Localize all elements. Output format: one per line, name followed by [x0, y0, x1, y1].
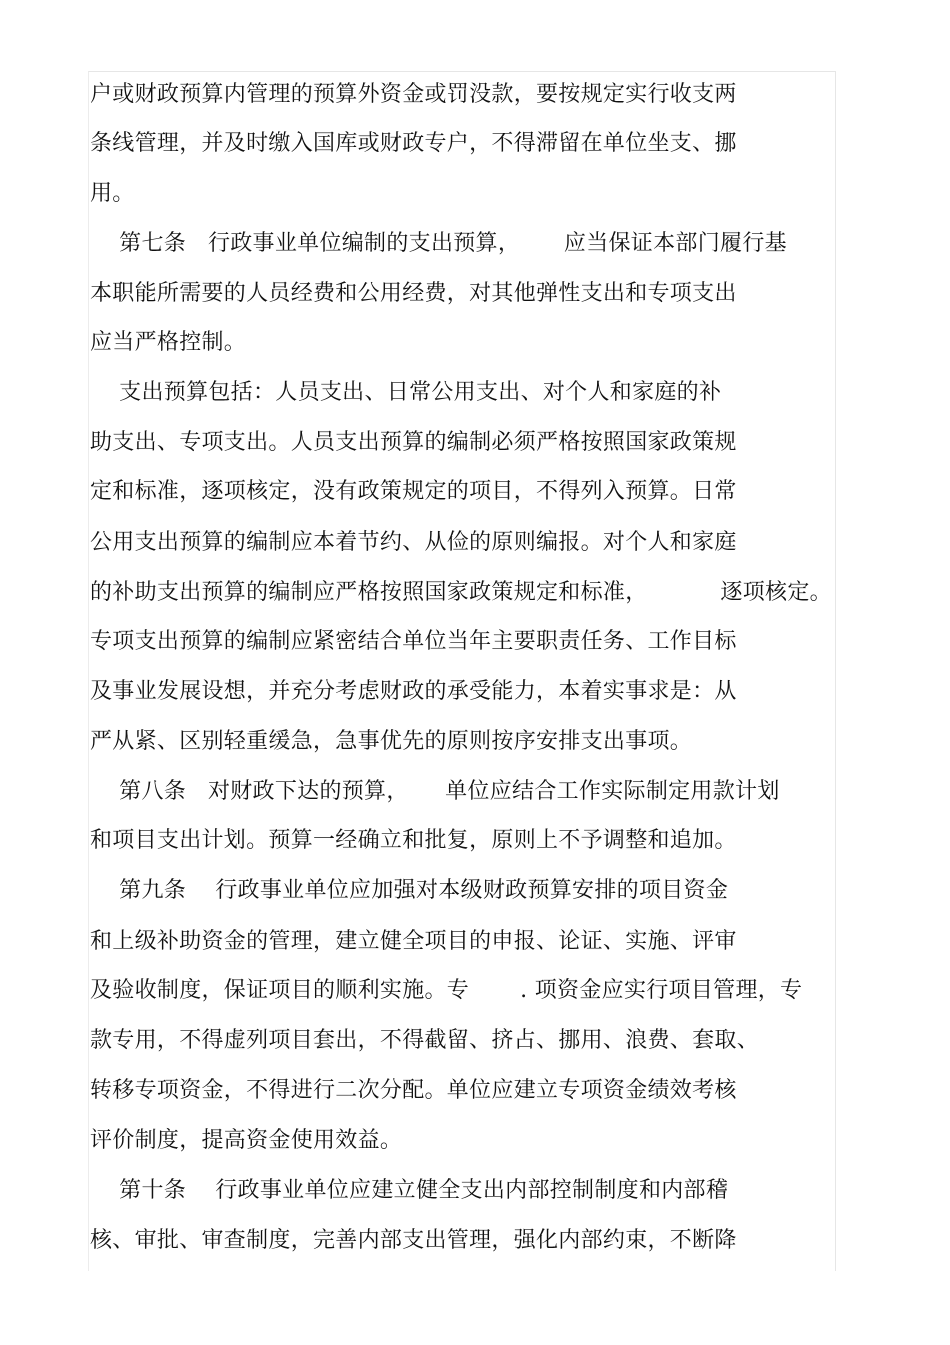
text-line: 定和标准，逐项核定，没有政策规定的项目，不得列入预算。日常: [90, 479, 737, 504]
text-line: 户或财政预算内管理的预算外资金或罚没款，要按规定实行收支两: [90, 82, 737, 107]
text-line: 支出预算包括：人员支出、日常公用支出、对个人和家庭的补: [90, 380, 722, 405]
text-line: 条线管理，并及时缴入国库或财政专户，不得滞留在单位坐支、挪: [90, 131, 737, 156]
text-line: 第九条 行政事业单位应加强对本级财政预算安排的项目资金: [90, 878, 729, 903]
text-line: 严从紧、区别轻重缓急，急事优先的原则按序安排支出事项。: [90, 729, 693, 754]
text-line: 第八条 对财政下达的预算， 单位应结合工作实际制定用款计划: [90, 779, 780, 804]
text-line: 本职能所需要的人员经费和公用经费，对其他弹性支出和专项支出: [90, 281, 737, 306]
text-line: 专项支出预算的编制应紧密结合单位当年主要职责任务、工作目标: [90, 629, 737, 654]
text-line: 公用支出预算的编制应本着节约、从俭的原则编报。对个人和家庭: [90, 530, 737, 555]
text-line: 第十条 行政事业单位应建立健全支出内部控制制度和内部稽: [90, 1178, 729, 1203]
text-line: 转移专项资金，不得进行二次分配。单位应建立专项资金绩效考核: [90, 1078, 737, 1103]
text-line: 评价制度，提高资金使用效益。: [90, 1128, 403, 1153]
text-line: 应当严格控制。: [90, 330, 247, 355]
text-line: 和上级补助资金的管理，建立健全项目的申报、论证、实施、评审: [90, 929, 737, 954]
text-line: 及事业发展设想，并充分考虑财政的承受能力，本着实事求是：从: [90, 679, 737, 704]
text-line: 及验收制度，保证项目的顺利实施。专 . 项资金应实行项目管理，专: [90, 978, 803, 1003]
text-line: 核、审批、审查制度，完善内部支出管理，强化内部约束，不断降: [90, 1228, 737, 1253]
text-line: 用。: [90, 181, 135, 206]
text-line: 助支出、专项支出。人员支出预算的编制必须严格按照国家政策规: [90, 430, 737, 455]
text-line: 第七条 行政事业单位编制的支出预算， 应当保证本部门履行基: [90, 231, 787, 256]
text-line: 的补助支出预算的编制应严格按照国家政策规定和标准， 逐项核定。: [90, 580, 832, 605]
text-line: 和项目支出计划。预算一经确立和批复，原则上不予调整和追加。: [90, 828, 737, 853]
text-line: 款专用，不得虚列项目套出，不得截留、挤占、挪用、浪费、套取、: [90, 1028, 760, 1053]
